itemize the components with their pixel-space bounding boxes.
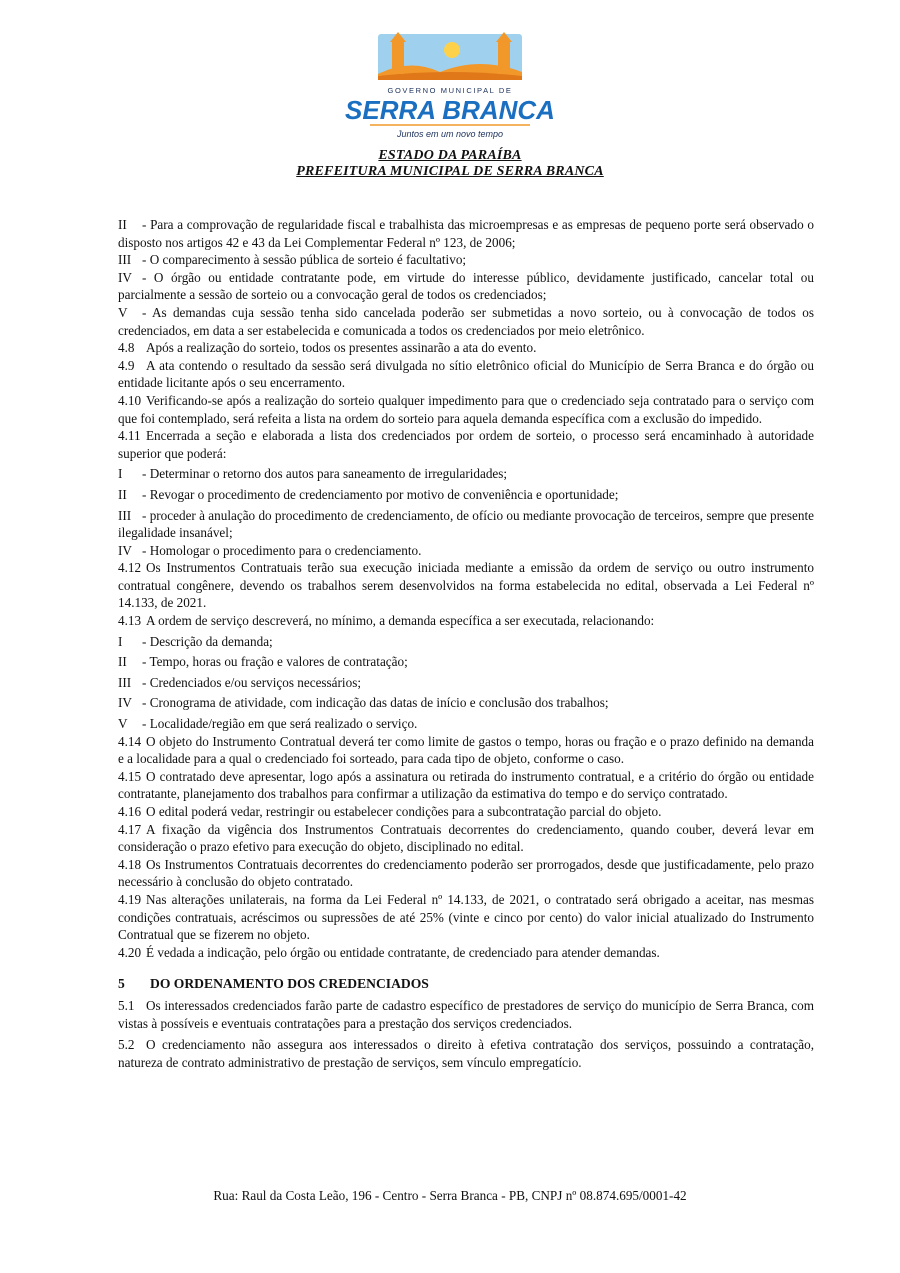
section-number: 5 xyxy=(118,976,125,992)
logo-slogan: Juntos em um novo tempo xyxy=(396,129,504,139)
paragraph xyxy=(118,715,814,733)
item-text: Os Instrumentos Contratuais decorrentes do credenciamento poderão ser prorrogados, desde que justificadamente, pelo prazo necessário à conclusão do objeto contratado. xyxy=(118,856,814,890)
item-number: 4.11 xyxy=(118,428,141,444)
item-text: É vedada a indicação, pelo órgão ou entidade contratante, de credenciado para atender demandas. xyxy=(146,944,660,960)
page-header xyxy=(0,28,900,180)
item-text: - Homologar o procedimento para o credenciamento. xyxy=(142,542,422,558)
item-text: - O comparecimento à sessão pública de sorteio é facultativo; xyxy=(142,252,467,268)
item-number: 4.17 xyxy=(118,821,142,837)
paragraph xyxy=(118,633,814,651)
item-text: O objeto do Instrumento Contratual deverá ter como limite de gastos o tempo, horas ou fração e o prazo definido na demanda e a localidade para a qual o credenciado foi sorteado, para cada tipo de objeto, conforme o caso. xyxy=(118,733,814,767)
paragraph xyxy=(118,856,814,891)
paragraph xyxy=(118,304,814,339)
item-number: 4.9 xyxy=(118,357,135,373)
item-text: Os Instrumentos Contratuais terão sua execução iniciada mediante a emissão da ordem de serviço ou outro instrumento contratual congênere, devendo os trabalhos serem desenvolvidos na forma estabelecida no edital, observada a Lei Federal nº 14.133, de 2021. xyxy=(118,560,814,611)
logo-church-right xyxy=(498,42,510,74)
item-number: IV xyxy=(118,695,132,711)
item-number: III xyxy=(118,252,132,268)
paragraph xyxy=(118,653,814,671)
paragraph xyxy=(118,542,814,560)
item-number: 5.2 xyxy=(118,1037,135,1053)
paragraph xyxy=(118,1036,814,1071)
paragraph xyxy=(118,357,814,392)
logo-line1: GOVERNO MUNICIPAL DE xyxy=(387,86,513,95)
item-number: 4.8 xyxy=(118,340,135,356)
municipal-logo xyxy=(340,28,560,146)
paragraph xyxy=(118,427,814,462)
item-number: V xyxy=(118,304,128,320)
item-text: - As demandas cuja sessão tenha sido cancelada poderão ser submetidas a novo sorteio, ou à convocação de todos os credenciados, em data a ser estabelecida e comunicada a todos os credenciados por meio eletrônico. xyxy=(118,304,814,338)
paragraph xyxy=(118,997,814,1032)
paragraph xyxy=(118,803,814,821)
paragraph xyxy=(118,944,814,962)
item-text: A ordem de serviço descreverá, no mínimo, a demanda específica a ser executada, relacionando: xyxy=(146,613,655,629)
section-title: DO ORDENAMENTO DOS CREDENCIADOS xyxy=(150,976,429,992)
item-number: 4.12 xyxy=(118,560,142,576)
state-title: ESTADO DA PARAÍBA xyxy=(378,148,522,163)
item-number: I xyxy=(118,633,123,649)
paragraph xyxy=(118,821,814,856)
paragraph xyxy=(118,339,814,357)
paragraph xyxy=(118,559,814,612)
item-number: III xyxy=(118,507,132,523)
item-text: Os interessados credenciados farão parte de cadastro específico de prestadores de serviço do município de Serra Branca, com vistas à possíveis e eventuais contratações para a prestação dos serviços credenciados. xyxy=(118,997,814,1031)
item-text: - proceder à anulação do procedimento de credenciamento, de ofício ou mediante provocação de terceiros, sempre que presente ilegalidade insanável; xyxy=(118,507,814,541)
item-text: Encerrada a seção e elaborada a lista dos credenciados por ordem de sorteio, o processo será encaminhado à autoridade superior que poderá: xyxy=(118,428,814,461)
document-body xyxy=(118,216,814,1071)
item-number: 4.13 xyxy=(118,613,142,629)
item-text: - Cronograma de atividade, com indicação das datas de início e conclusão dos trabalhos; xyxy=(142,695,609,711)
paragraph xyxy=(118,465,814,483)
item-text: - Revogar o procedimento de credenciamento por motivo de conveniência e oportunidade; xyxy=(142,486,619,502)
item-number: 4.20 xyxy=(118,944,142,960)
paragraph xyxy=(118,891,814,944)
item-text: A ata contendo o resultado da sessão será divulgada no sítio eletrônico oficial do Município de Serra Branca e do órgão ou entidade licitante após o seu encerramento. xyxy=(118,357,814,391)
logo-line2: SERRA BRANCA xyxy=(345,95,555,125)
paragraph xyxy=(118,251,814,269)
paragraph xyxy=(118,216,814,251)
paragraph xyxy=(118,733,814,768)
item-number: I xyxy=(118,466,123,482)
item-text: Nas alterações unilaterais, na forma da Lei Federal nº 14.133, de 2021, o contratado será obrigado a aceitar, nas mesmas condições contratuais, acréscimos ou supressões de até 25% (vinte e cinco por cento) do valor inicial atualizado do Instrumento Contratual que se fizerem no objeto. xyxy=(118,891,814,943)
item-text: O edital poderá vedar, restringir ou estabelecer condições para a subcontratação parcial do objeto. xyxy=(146,804,662,819)
item-text: O contratado deve apresentar, logo após a assinatura ou retirada do instrumento contratual, e a critério do órgão ou entidade contratante, planejamento dos trabalhos para confirmar a utilização da estimativa do tempo e do serviço contratado. xyxy=(118,768,814,802)
paragraph xyxy=(118,507,814,542)
section-heading xyxy=(118,975,814,993)
item-text: - Determinar o retorno dos autos para saneamento de irregularidades; xyxy=(142,466,508,482)
item-text: A fixação da vigência dos Instrumentos Contratuais decorrentes do credenciamento, quando couber, deverá levar em consideração o prazo efetivo para execução do objeto, disciplinado no edital. xyxy=(118,821,814,855)
item-text: - Localidade/região em que será realizado o serviço. xyxy=(142,716,418,732)
paragraph xyxy=(118,694,814,712)
item-number: IV xyxy=(118,542,132,558)
item-text: - O órgão ou entidade contratante pode, em virtude do interesse público, devidamente justificado, cancelar total ou parcialmente a sessão de sorteio ou a convocação geral de todos os credenciados; xyxy=(118,269,814,303)
item-text: - Para a comprovação de regularidade fiscal e trabalhista das microempresas e as empresas de pequeno porte será observado o disposto nos artigos 42 e 43 da Lei Complementar Federal nº 123, de 2006; xyxy=(118,217,814,250)
paragraph xyxy=(118,768,814,803)
paragraph xyxy=(118,392,814,427)
item-number: 4.10 xyxy=(118,392,142,408)
item-number: III xyxy=(118,674,132,690)
paragraph xyxy=(118,612,814,630)
page-footer: Rua: Raul da Costa Leão, 196 - Centro - Serra Branca - PB, CNPJ nº 08.874.695/0001-42 xyxy=(213,1188,687,1203)
item-number: 4.18 xyxy=(118,856,142,872)
item-number: 4.19 xyxy=(118,891,142,907)
item-number: 5.1 xyxy=(118,997,135,1013)
prefecture-title: PREFEITURA MUNICIPAL DE SERRA BRANCA xyxy=(296,164,604,179)
paragraph xyxy=(118,486,814,504)
item-text: - Tempo, horas ou fração e valores de contratação; xyxy=(142,654,408,670)
item-text: - Descrição da demanda; xyxy=(142,633,273,649)
item-text: Após a realização do sorteio, todos os presentes assinarão a ata do evento. xyxy=(146,340,537,356)
paragraph xyxy=(118,269,814,304)
item-number: II xyxy=(118,654,127,670)
item-text: O credenciamento não assegura aos interessados o direito à efetiva contratação dos serviços, possuindo a contratação, natureza de contrato administrativo de prestação de serviços, sem vínculo empregatício. xyxy=(118,1037,814,1070)
item-number: IV xyxy=(118,269,132,285)
item-number: 4.15 xyxy=(118,768,142,784)
item-number: V xyxy=(118,716,128,732)
paragraph xyxy=(118,674,814,692)
item-number: 4.16 xyxy=(118,804,142,819)
item-text: - Credenciados e/ou serviços necessários; xyxy=(142,674,361,690)
item-number: 4.14 xyxy=(118,733,142,749)
item-text: Verificando-se após a realização do sorteio qualquer impedimento para que o credenciado seja contratado para o serviço com que foi contemplado, será refeita a lista na ordem do sorteio para aquela demanda específica com a exclusão do impedido. xyxy=(118,392,814,426)
item-number: II xyxy=(118,486,127,502)
logo-sun xyxy=(444,42,460,58)
item-number: II xyxy=(118,217,127,232)
logo-church-left xyxy=(392,42,404,74)
